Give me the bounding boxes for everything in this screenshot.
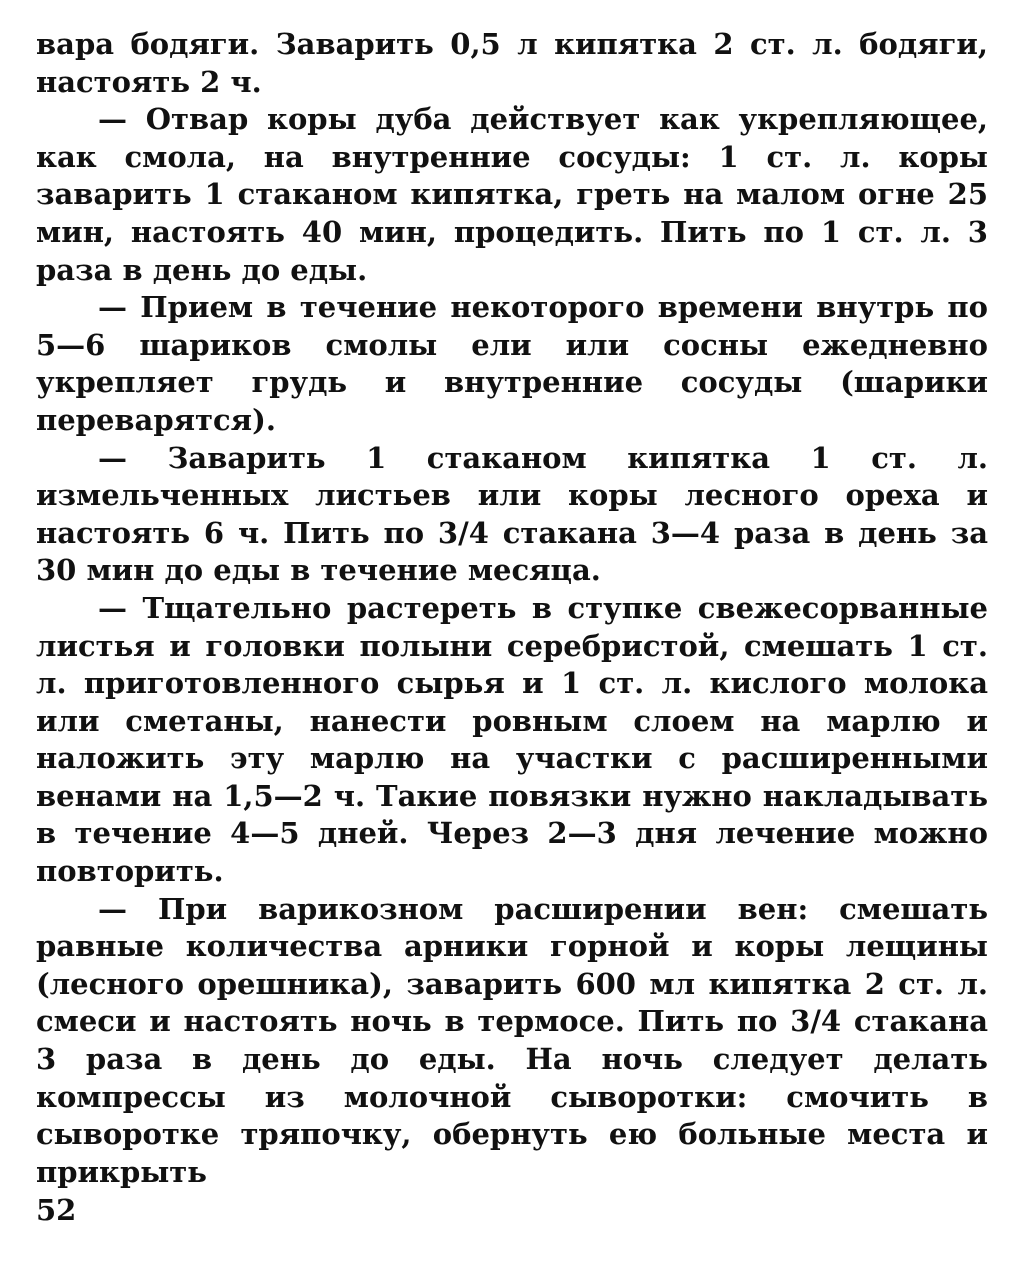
page-number: 52 xyxy=(36,1193,77,1227)
paragraph-4: — Заварить 1 стаканом кипятка 1 ст. л. измельченных листьев или коры лесного ореха и настоять 6 ч. Пить по 3/4 стакана 3—4 раза в день за 30 мин до еды в течение месяца. xyxy=(36,440,988,588)
paragraph-6: — При варикозном расширении вен: смешать равные количества арники горной и коры лещины (лесного орешника), заварить 600 мл кипятка 2 ст. л. смеси и настоять ночь в термосе. Пить по 3/4 стакана 3 раза в день до еды. На ночь следует делать компрессы из молочной сыворотки: смочить в сыворотке тряпочку, обернуть ею больные места и прикрыть xyxy=(36,891,988,1189)
paragraph-2: — Отвар коры дуба действует как укрепляющее, как смола, на внутренние сосуды: 1 ст. л. коры заварить 1 стаканом кипятка, греть на малом огне 25 мин, настоять 40 мин, процедить. Пить по 1 ст. л. 3 раза в день до еды. xyxy=(36,102,988,287)
paragraph-3: — Прием в течение некоторого времени внутрь по 5—6 шариков смолы ели или сосны ежедневно укрепляет грудь и внутренние сосуды (шарики переварятся). xyxy=(36,290,988,437)
paragraph-1: вара бодяги. Заварить 0,5 л кипятка 2 ст. л. бодяги, настоять 2 ч. xyxy=(36,27,988,99)
page-body xyxy=(36,26,988,1191)
paragraph-5: — Тщательно растереть в ступке свежесорванные листья и головки полыни серебристой, смешать 1 ст. л. приготовленного сырья и 1 ст. л. кислого молока или сметаны, нанести ровным слоем на марлю и наложить эту марлю на участки с расширенными венами на 1,5—2 ч. Такие повязки нужно накладывать в течение 4—5 дней. Через 2—3 дня лечение можно повторить. xyxy=(36,590,988,889)
